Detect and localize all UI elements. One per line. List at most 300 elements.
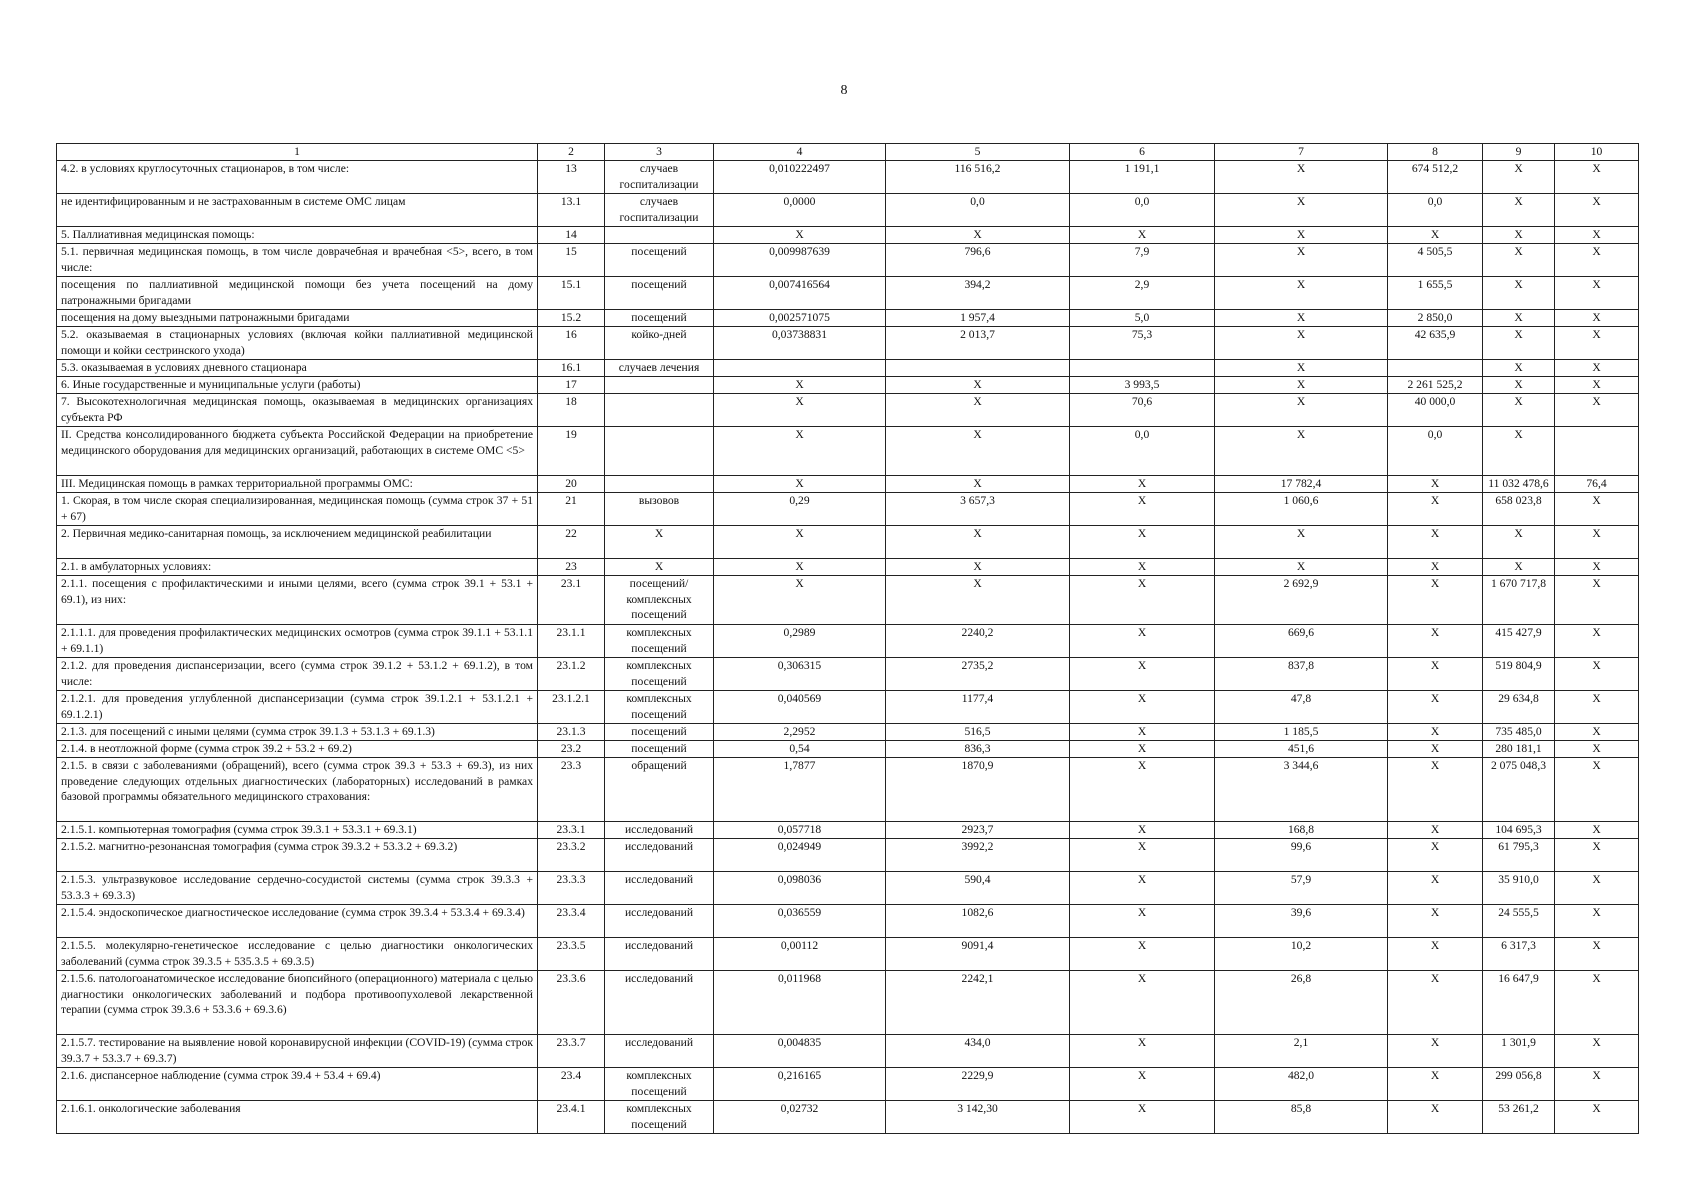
cell-budget-total: X (1388, 872, 1483, 905)
cell-row-code: 19 (538, 427, 605, 476)
cell-row-code: 15.2 (538, 310, 605, 327)
cell-oms-total: 2 075 048,3 (1483, 758, 1555, 822)
cell-oms-total: X (1483, 394, 1555, 427)
cell-oms-per-capita: X (1215, 194, 1388, 227)
cell-unit: обращений (605, 758, 714, 822)
cell-share-percent: X (1555, 1101, 1639, 1134)
cell-budget-total: X (1388, 938, 1483, 971)
cell-oms-total: 6 317,3 (1483, 938, 1555, 971)
cell-row-label: 2.1.5.3. ультразвуковое исследование сердечно-сосудистой системы (сумма строк 39.3.3 + 53.3.3 + 69.3.3) (57, 872, 538, 905)
cell-cost-norm: 1177,4 (886, 691, 1070, 724)
cell-oms-per-capita: X (1215, 277, 1388, 310)
cell-volume-norm: 0,54 (714, 741, 886, 758)
table-row (57, 559, 1639, 576)
cell-unit: посещений/ комплексных посещений (605, 576, 714, 625)
cell-oms-total: 1 301,9 (1483, 1035, 1555, 1068)
cell-share-percent: X (1555, 839, 1639, 872)
cell-unit (605, 227, 714, 244)
cell-row-label: 2.1.6.1. онкологические заболевания (57, 1101, 538, 1134)
cell-unit: случаев госпитализации (605, 161, 714, 194)
column-header: 7 (1215, 144, 1388, 161)
cell-budget-total: X (1388, 227, 1483, 244)
cell-volume-norm: X (714, 227, 886, 244)
cell-unit: посещений (605, 310, 714, 327)
cell-row-code: 23.1.1 (538, 625, 605, 658)
cell-cost-norm: 836,3 (886, 741, 1070, 758)
table-row (57, 741, 1639, 758)
cell-budget-total: X (1388, 658, 1483, 691)
column-header: 1 (57, 144, 538, 161)
cell-share-percent: X (1555, 625, 1639, 658)
table-row (57, 1068, 1639, 1101)
cell-row-label: 6. Иные государственные и муниципальные услуги (работы) (57, 377, 538, 394)
cell-cost-norm: 1082,6 (886, 905, 1070, 938)
table-row (57, 971, 1639, 1035)
cell-share-percent: X (1555, 1035, 1639, 1068)
cell-oms-total: X (1483, 427, 1555, 476)
cell-oms-total: X (1483, 277, 1555, 310)
cell-row-label: 5. Паллиативная медицинская помощь: (57, 227, 538, 244)
cell-unit: исследований (605, 839, 714, 872)
cell-oms-total: 29 634,8 (1483, 691, 1555, 724)
cell-share-percent (1555, 427, 1639, 476)
cell-row-code: 20 (538, 476, 605, 493)
table-row (57, 758, 1639, 822)
cell-budget-total: X (1388, 625, 1483, 658)
cell-budget-per-capita: X (1070, 625, 1215, 658)
cell-row-code: 23.3.1 (538, 822, 605, 839)
cell-budget-total: X (1388, 1101, 1483, 1134)
cell-oms-per-capita: 168,8 (1215, 822, 1388, 839)
cell-oms-total: X (1483, 559, 1555, 576)
table-row (57, 277, 1639, 310)
cell-oms-per-capita: X (1215, 559, 1388, 576)
cell-budget-per-capita: X (1070, 938, 1215, 971)
cell-oms-total: 519 804,9 (1483, 658, 1555, 691)
cell-cost-norm: 3 657,3 (886, 493, 1070, 526)
cell-budget-total: 40 000,0 (1388, 394, 1483, 427)
cell-oms-per-capita: X (1215, 161, 1388, 194)
cell-row-code: 23.1.2 (538, 658, 605, 691)
cell-budget-total: X (1388, 1035, 1483, 1068)
cell-row-label: 2.1.2.1. для проведения углубленной диспансеризации (сумма строк 39.1.2.1 + 53.1.2.1 + 69.1.2.1) (57, 691, 538, 724)
column-header: 6 (1070, 144, 1215, 161)
cell-row-code: 23.3.4 (538, 905, 605, 938)
cell-oms-per-capita: 39,6 (1215, 905, 1388, 938)
cell-row-code: 14 (538, 227, 605, 244)
cell-share-percent: X (1555, 227, 1639, 244)
cell-budget-per-capita: 0,0 (1070, 427, 1215, 476)
cell-cost-norm: X (886, 427, 1070, 476)
cell-oms-total: 11 032 478,6 (1483, 476, 1555, 493)
cell-budget-per-capita: X (1070, 1068, 1215, 1101)
cell-budget-total: 2 850,0 (1388, 310, 1483, 327)
cell-unit: вызовов (605, 493, 714, 526)
cell-cost-norm: 0,0 (886, 194, 1070, 227)
cell-cost-norm: X (886, 377, 1070, 394)
cell-row-label: посещения на дому выездными патронажными бригадами (57, 310, 538, 327)
cell-unit: исследований (605, 1035, 714, 1068)
cell-row-label: 2.1.5.7. тестирование на выявление новой коронавирусной инфекции (COVID-19) (сумма строк 39.3.7 + 53.3.7 + 69.3.7) (57, 1035, 538, 1068)
table-body (57, 161, 1639, 1134)
cell-cost-norm: 516,5 (886, 724, 1070, 741)
cell-cost-norm: 9091,4 (886, 938, 1070, 971)
cell-oms-per-capita: X (1215, 394, 1388, 427)
cell-cost-norm: 2735,2 (886, 658, 1070, 691)
cell-row-label: 2.1.5.6. патологоанатомическое исследование биопсийного (операционного) материала с целью диагностики онкологических заболеваний и подбора противоопухолевой лекарственной терапии (сумма строк 39.3.6 + 53.3.6 + 69.3.6) (57, 971, 538, 1035)
cell-row-label: 2.1.5.1. компьютерная томография (сумма строк 39.3.1 + 53.3.1 + 69.3.1) (57, 822, 538, 839)
cell-row-label: 2.1.5.4. эндоскопическое диагностическое исследование (сумма строк 39.3.4 + 53.3.4 + 69.3.4) (57, 905, 538, 938)
cell-oms-total: 53 261,2 (1483, 1101, 1555, 1134)
cell-budget-per-capita: X (1070, 971, 1215, 1035)
table-row (57, 938, 1639, 971)
cell-row-code: 15 (538, 244, 605, 277)
cell-row-code: 23.3.6 (538, 971, 605, 1035)
cell-oms-total: X (1483, 377, 1555, 394)
cell-volume-norm: X (714, 427, 886, 476)
cell-budget-total: X (1388, 559, 1483, 576)
cell-row-code: 23.1 (538, 576, 605, 625)
cell-row-label: 2.1.5. в связи с заболеваниями (обращений), всего (сумма строк 39.3 + 53.3 + 69.3), из них проведение следующих отдельных диагностических (лабораторных) исследований в рамках базовой программы обязательного медицинского страхования: (57, 758, 538, 822)
cell-row-label: 2.1.5.5. молекулярно-генетическое исследование с целью диагностики онкологических заболеваний (сумма строк 39.3.5 + 535.3.5 + 69.3.5) (57, 938, 538, 971)
cell-share-percent: X (1555, 277, 1639, 310)
table-row (57, 839, 1639, 872)
cell-oms-total: X (1483, 310, 1555, 327)
table-row (57, 476, 1639, 493)
cell-row-label: 2.1.2. для проведения диспансеризации, всего (сумма строк 39.1.2 + 53.1.2 + 69.1.2), в том числе: (57, 658, 538, 691)
cell-unit: случаев лечения (605, 360, 714, 377)
cell-row-code: 23.2 (538, 741, 605, 758)
cell-volume-norm: X (714, 576, 886, 625)
cell-oms-per-capita: X (1215, 377, 1388, 394)
cell-volume-norm: 0,0000 (714, 194, 886, 227)
cell-cost-norm: 2229,9 (886, 1068, 1070, 1101)
cell-unit: посещений (605, 244, 714, 277)
cell-share-percent: X (1555, 691, 1639, 724)
cell-budget-per-capita: X (1070, 559, 1215, 576)
cell-unit (605, 394, 714, 427)
cell-row-code: 23.1.3 (538, 724, 605, 741)
table-row (57, 360, 1639, 377)
column-header: 9 (1483, 144, 1555, 161)
cell-row-code: 23.3.5 (538, 938, 605, 971)
cell-cost-norm: 796,6 (886, 244, 1070, 277)
cell-row-code: 16.1 (538, 360, 605, 377)
cell-share-percent: 76,4 (1555, 476, 1639, 493)
cell-row-label: не идентифицированным и не застрахованным в системе ОМС лицам (57, 194, 538, 227)
cell-row-code: 23 (538, 559, 605, 576)
cell-cost-norm: 2 013,7 (886, 327, 1070, 360)
cell-cost-norm: X (886, 227, 1070, 244)
cell-oms-per-capita: X (1215, 360, 1388, 377)
cell-cost-norm: X (886, 476, 1070, 493)
cell-oms-per-capita: 2 692,9 (1215, 576, 1388, 625)
cell-row-label: 2.1. в амбулаторных условиях: (57, 559, 538, 576)
cell-budget-per-capita: 2,9 (1070, 277, 1215, 310)
cell-budget-per-capita: X (1070, 1035, 1215, 1068)
cell-budget-per-capita: X (1070, 872, 1215, 905)
table-row (57, 822, 1639, 839)
cell-oms-total: 16 647,9 (1483, 971, 1555, 1035)
cell-share-percent: X (1555, 394, 1639, 427)
cell-share-percent: X (1555, 971, 1639, 1035)
cell-oms-per-capita: 1 185,5 (1215, 724, 1388, 741)
table-row (57, 194, 1639, 227)
cell-volume-norm: 0,010222497 (714, 161, 886, 194)
cell-budget-per-capita: X (1070, 758, 1215, 822)
table-row (57, 1101, 1639, 1134)
cell-budget-per-capita: 75,3 (1070, 327, 1215, 360)
cell-budget-total: 674 512,2 (1388, 161, 1483, 194)
table-row (57, 724, 1639, 741)
table-row (57, 427, 1639, 476)
cell-row-label: 5.1. первичная медицинская помощь, в том числе доврачебная и врачебная <5>, всего, в том числе: (57, 244, 538, 277)
cell-row-code: 21 (538, 493, 605, 526)
cell-budget-per-capita: 5,0 (1070, 310, 1215, 327)
cell-oms-total: X (1483, 161, 1555, 194)
cell-share-percent: X (1555, 360, 1639, 377)
cell-share-percent: X (1555, 872, 1639, 905)
cell-unit: койко-дней (605, 327, 714, 360)
table-row (57, 691, 1639, 724)
cell-cost-norm: 3992,2 (886, 839, 1070, 872)
cell-row-label: III. Медицинская помощь в рамках территориальной программы ОМС: (57, 476, 538, 493)
cell-budget-total: 0,0 (1388, 427, 1483, 476)
cell-volume-norm: 0,306315 (714, 658, 886, 691)
cell-volume-norm: 0,036559 (714, 905, 886, 938)
cell-unit: X (605, 559, 714, 576)
cell-unit (605, 427, 714, 476)
cell-cost-norm: 394,2 (886, 277, 1070, 310)
table-row (57, 227, 1639, 244)
cell-budget-total: 0,0 (1388, 194, 1483, 227)
cell-row-code: 23.1.2.1 (538, 691, 605, 724)
cell-cost-norm: X (886, 576, 1070, 625)
table-row (57, 394, 1639, 427)
cell-share-percent: X (1555, 161, 1639, 194)
cell-row-label: 2.1.1.1. для проведения профилактических медицинских осмотров (сумма строк 39.1.1 + 53.1.1 + 69.1.1) (57, 625, 538, 658)
cell-oms-total: X (1483, 227, 1555, 244)
table-row (57, 161, 1639, 194)
cell-budget-per-capita: X (1070, 741, 1215, 758)
cell-volume-norm: 2,2952 (714, 724, 886, 741)
cell-unit: комплексных посещений (605, 691, 714, 724)
cell-row-label: 2.1.3. для посещений с иными целями (сумма строк 39.1.3 + 53.1.3 + 69.1.3) (57, 724, 538, 741)
column-header: 3 (605, 144, 714, 161)
cell-oms-per-capita: X (1215, 310, 1388, 327)
cell-share-percent: X (1555, 938, 1639, 971)
cell-row-label: 5.3. оказываемая в условиях дневного стационара (57, 360, 538, 377)
cell-budget-per-capita: 3 993,5 (1070, 377, 1215, 394)
cell-row-label: 2.1.6. диспансерное наблюдение (сумма строк 39.4 + 53.4 + 69.4) (57, 1068, 538, 1101)
cell-budget-per-capita: 7,9 (1070, 244, 1215, 277)
cell-row-label: II. Средства консолидированного бюджета субъекта Российской Федерации на приобретение медицинского оборудования для медицинских организаций, работающих в системе ОМС <5> (57, 427, 538, 476)
cell-oms-per-capita: X (1215, 227, 1388, 244)
table-row (57, 576, 1639, 625)
header-row (57, 144, 1639, 161)
cell-row-code: 13 (538, 161, 605, 194)
cell-budget-per-capita: X (1070, 493, 1215, 526)
cell-budget-total: 42 635,9 (1388, 327, 1483, 360)
cell-row-code: 22 (538, 526, 605, 559)
cell-volume-norm (714, 360, 886, 377)
cell-cost-norm: 2923,7 (886, 822, 1070, 839)
cell-volume-norm: 0,098036 (714, 872, 886, 905)
cell-row-code: 23.3.2 (538, 839, 605, 872)
cell-cost-norm: 2242,1 (886, 971, 1070, 1035)
cell-cost-norm: 1870,9 (886, 758, 1070, 822)
cell-share-percent: X (1555, 526, 1639, 559)
cell-budget-per-capita: X (1070, 476, 1215, 493)
cell-budget-per-capita: X (1070, 526, 1215, 559)
cell-row-code: 23.3.7 (538, 1035, 605, 1068)
cell-share-percent: X (1555, 576, 1639, 625)
table-row (57, 1035, 1639, 1068)
cell-budget-total: X (1388, 1068, 1483, 1101)
column-header: 2 (538, 144, 605, 161)
cell-volume-norm: X (714, 377, 886, 394)
cell-row-label: 4.2. в условиях круглосуточных стационаров, в том числе: (57, 161, 538, 194)
cell-row-code: 15.1 (538, 277, 605, 310)
cell-cost-norm: 2240,2 (886, 625, 1070, 658)
cell-share-percent: X (1555, 658, 1639, 691)
cell-share-percent: X (1555, 493, 1639, 526)
cell-oms-per-capita: 10,2 (1215, 938, 1388, 971)
table-row (57, 526, 1639, 559)
cell-budget-per-capita: X (1070, 905, 1215, 938)
cell-share-percent: X (1555, 758, 1639, 822)
cell-budget-per-capita: X (1070, 822, 1215, 839)
cell-budget-per-capita (1070, 360, 1215, 377)
cell-budget-per-capita: X (1070, 724, 1215, 741)
cell-unit: комплексных посещений (605, 625, 714, 658)
cell-oms-per-capita: 451,6 (1215, 741, 1388, 758)
cell-volume-norm: 0,2989 (714, 625, 886, 658)
cell-row-label: 1. Скорая, в том числе скорая специализированная, медицинская помощь (сумма строк 37 + 51 + 67) (57, 493, 538, 526)
page-number: 8 (840, 83, 848, 98)
cell-budget-total: X (1388, 741, 1483, 758)
cell-budget-per-capita: X (1070, 227, 1215, 244)
cell-unit: исследований (605, 822, 714, 839)
cell-oms-per-capita: 85,8 (1215, 1101, 1388, 1134)
cell-oms-total: X (1483, 360, 1555, 377)
cell-budget-total: 4 505,5 (1388, 244, 1483, 277)
cell-share-percent: X (1555, 244, 1639, 277)
cell-budget-total: X (1388, 971, 1483, 1035)
cell-volume-norm: 0,29 (714, 493, 886, 526)
cell-share-percent: X (1555, 327, 1639, 360)
cell-budget-per-capita: 70,6 (1070, 394, 1215, 427)
cell-volume-norm: 0,03738831 (714, 327, 886, 360)
cell-budget-total: X (1388, 493, 1483, 526)
cell-oms-total: 415 427,9 (1483, 625, 1555, 658)
cell-row-code: 23.3.3 (538, 872, 605, 905)
cell-oms-per-capita: 26,8 (1215, 971, 1388, 1035)
cell-oms-per-capita: 1 060,6 (1215, 493, 1388, 526)
cell-volume-norm: 1,7877 (714, 758, 886, 822)
cell-oms-total: X (1483, 327, 1555, 360)
cell-budget-total: 2 261 525,2 (1388, 377, 1483, 394)
cell-unit: посещений (605, 741, 714, 758)
cell-oms-total: X (1483, 244, 1555, 277)
cell-cost-norm: 3 142,30 (886, 1101, 1070, 1134)
cell-row-code: 16 (538, 327, 605, 360)
cell-oms-total: 658 023,8 (1483, 493, 1555, 526)
table-row (57, 327, 1639, 360)
cell-unit: исследований (605, 905, 714, 938)
cell-oms-per-capita: X (1215, 526, 1388, 559)
cell-budget-per-capita: X (1070, 1101, 1215, 1134)
cell-cost-norm: 590,4 (886, 872, 1070, 905)
cell-cost-norm: X (886, 394, 1070, 427)
cell-unit (605, 476, 714, 493)
cell-budget-per-capita: 0,0 (1070, 194, 1215, 227)
cell-row-label: 7. Высокотехнологичная медицинская помощь, оказываемая в медицинских организациях субъекта РФ (57, 394, 538, 427)
column-header: 10 (1555, 144, 1639, 161)
cell-row-code: 18 (538, 394, 605, 427)
cell-volume-norm: X (714, 476, 886, 493)
cell-volume-norm: 0,040569 (714, 691, 886, 724)
cell-share-percent: X (1555, 194, 1639, 227)
cell-budget-per-capita: X (1070, 658, 1215, 691)
cell-volume-norm: 0,216165 (714, 1068, 886, 1101)
cell-unit: посещений (605, 277, 714, 310)
table-row (57, 310, 1639, 327)
cell-volume-norm: 0,057718 (714, 822, 886, 839)
cell-budget-total: X (1388, 576, 1483, 625)
table-row (57, 905, 1639, 938)
cell-budget-total: X (1388, 822, 1483, 839)
cell-unit: исследований (605, 938, 714, 971)
column-header: 4 (714, 144, 886, 161)
cell-volume-norm: 0,024949 (714, 839, 886, 872)
cell-budget-total (1388, 360, 1483, 377)
cell-oms-total: 280 181,1 (1483, 741, 1555, 758)
cell-oms-total: 299 056,8 (1483, 1068, 1555, 1101)
cell-volume-norm: 0,002571075 (714, 310, 886, 327)
cell-unit: случаев госпитализации (605, 194, 714, 227)
cell-budget-total: 1 655,5 (1388, 277, 1483, 310)
cell-budget-total: X (1388, 905, 1483, 938)
cell-cost-norm: 1 957,4 (886, 310, 1070, 327)
cell-oms-total: 1 670 717,8 (1483, 576, 1555, 625)
cell-unit (605, 377, 714, 394)
cell-volume-norm: 0,011968 (714, 971, 886, 1035)
table-row (57, 872, 1639, 905)
cell-share-percent: X (1555, 822, 1639, 839)
cell-oms-per-capita: X (1215, 327, 1388, 360)
cell-row-label: 2.1.5.2. магнитно-резонансная томография (сумма строк 39.3.2 + 53.3.2 + 69.3.2) (57, 839, 538, 872)
cell-unit: посещений (605, 724, 714, 741)
cell-budget-total: X (1388, 476, 1483, 493)
cell-volume-norm: 0,007416564 (714, 277, 886, 310)
cell-share-percent: X (1555, 310, 1639, 327)
cell-oms-total: 104 695,3 (1483, 822, 1555, 839)
cell-row-code: 13.1 (538, 194, 605, 227)
cell-row-label: 2. Первичная медико-санитарная помощь, за исключением медицинской реабилитации (57, 526, 538, 559)
cell-row-label: 2.1.1. посещения с профилактическими и иными целями, всего (сумма строк 39.1 + 53.1 + 69.1), из них: (57, 576, 538, 625)
cell-budget-per-capita: 1 191,1 (1070, 161, 1215, 194)
cell-volume-norm: 0,009987639 (714, 244, 886, 277)
cell-cost-norm: 434,0 (886, 1035, 1070, 1068)
table-row (57, 658, 1639, 691)
cell-oms-per-capita: X (1215, 244, 1388, 277)
cell-oms-per-capita: 57,9 (1215, 872, 1388, 905)
cell-row-code: 23.3 (538, 758, 605, 822)
cell-oms-per-capita: 482,0 (1215, 1068, 1388, 1101)
cell-unit: комплексных посещений (605, 1068, 714, 1101)
column-header: 5 (886, 144, 1070, 161)
